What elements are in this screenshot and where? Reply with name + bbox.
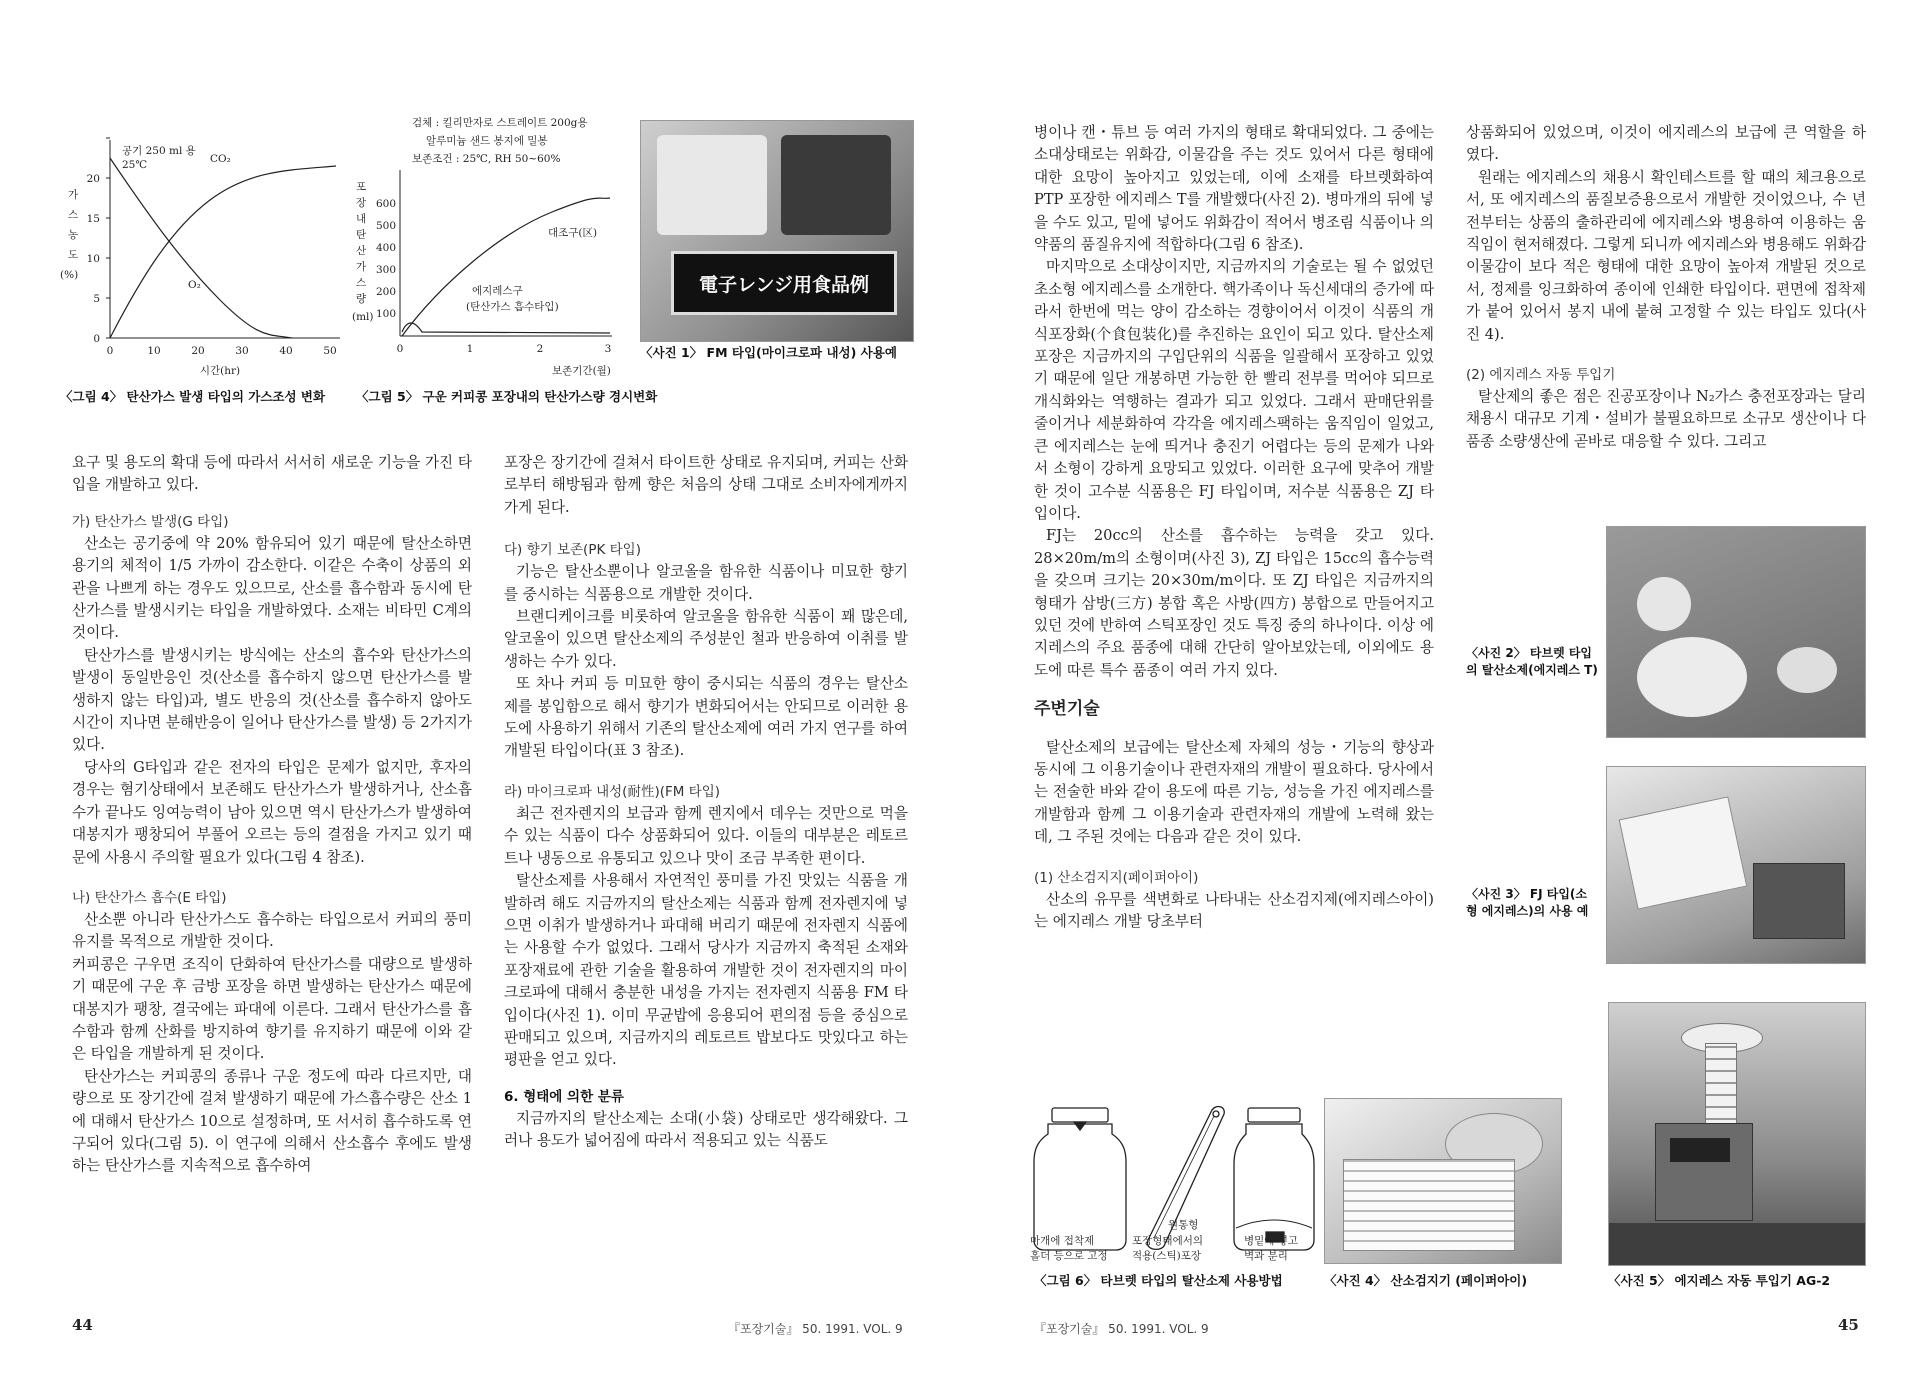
fig4-ytick: 20 [86,173,100,185]
machine-body [1655,1123,1753,1221]
subheading-na: 나) 탄산가스 흡수(E 타입) [72,889,227,906]
svg-text:400: 400 [375,242,396,254]
svg-text:포: 포 [356,181,367,193]
subheading-da: 다) 향기 보존(PK 타입) [504,542,641,559]
fig4-note: 공기 250 ml 용 [122,145,196,157]
paragraph: 탄산가스를 발생시키는 방식에는 산소의 흡수와 탄산가스의 발생이 동일반응인 것(산소를 흡수하지 않으면 탄산가스를 발생하지 않는 타입)과, 별도 반응의 것(산소를 흡수하지 않아도 시간이 지나면 분해반응이 일어나 탄산가스를 발생) 등 2가지가 있다. [72,646,472,754]
fig4-x-label: 시간(hr) [199,365,241,377]
fig4-xtick: 10 [147,345,161,357]
fig4-note: 25℃ [122,159,148,171]
fig5-y-ticks [376,198,396,320]
bottle-c-drawing [1234,1108,1314,1250]
svg-text:3: 3 [604,343,612,355]
fig5-ageless-label: 에지레스구 [472,285,523,297]
paragraph: 산소는 공기중에 약 20% 함유되어 있기 때문에 탈산소하면 용기의 체적이 1/5 가까이 감소한다. 이같은 수축이 상품의 외관을 나쁘게 하는 경우도 있으므로, 산소를 흡수함과 동시에 탄산가스를 발생시키는 타입을 개발하였다. 소재는 비타민 C계의 것이다. [72,534,472,642]
figure-6-caption: 〈그림 6〉 타브렛 타입의 탈산소제 사용방법 [1034,1273,1283,1288]
paragraph: 탈산소제를 사용해서 자연적인 풍미를 가진 맛있는 식품을 개발하려 해도 지금까지의 탈산소제는 식품과 함께 전자렌지에 넣으면 이취가 발생하거나 파대해 버리기 때문에 전자렌지 식품에는 사용할 수가 없었다. 그래서 당사가 지금까지 축적된 소재와 포장재료에 관한 기술을 활용하여 개발한 것이 전자렌지의 마이크로파에 대해서 충분한 내성을 가지는 전자렌지 식품용 FM 타입이다(사진 1). 이미 무균밥에 응용되어 편의점 등을 중심으로 판매되고 있으며, 지금까지의 레토르트 밥보다도 맛있다고 하는 평판을 얻고 있다. [504,872,908,1069]
page-number-left: 44 [72,1316,93,1334]
svg-text:산: 산 [356,245,367,257]
fig5-x-ticks [397,343,612,355]
right-column-3 [1034,122,1434,933]
footer-right: 『포장기술』 50. 1991. VOL. 9 [1034,1322,1209,1336]
photo-2-caption: 〈사진 2〉 타브렛 타입의 탈산소제(에지레스 T) [1466,646,1598,677]
fig6-label: 마개에 접착제 [1030,1235,1095,1247]
fig4-xtick: 0 [106,345,114,357]
fig4-y-ticks [87,138,110,345]
fig5-header: 보존조건 : 25℃, RH 50∼60% [412,153,561,165]
photo-1-image [640,120,914,342]
left-column-2 [504,452,908,1153]
subheading-6: 6. 형태에 의한 분류 [504,1088,624,1105]
fig4-xtick: 40 [279,345,293,357]
food-container-right [781,135,891,235]
svg-text:스: 스 [356,277,367,289]
tablet-shape [1777,647,1837,693]
paragraph: 브랜디케이크를 비롯하여 알코올을 함유한 식품이 꽤 많은데, 알코올이 있으면 탈산소제의 주성분인 철과 반응하여 이취를 발생하는 수가 있다. [504,608,908,670]
paragraph: 최근 전자렌지의 보급과 함께 렌지에서 데우는 것만으로 먹을 수 있는 식품이 다수 상품화되어 있다. 이들의 대부분은 레토르트나 냉동으로 유통되고 있으나 맛이 조금 부족한 편이다. [504,804,908,867]
svg-text:200: 200 [375,286,396,298]
svg-text:100: 100 [375,308,396,320]
control-panel [1670,1138,1730,1162]
paragraph: 지금까지의 탈산소제는 소대(小袋) 상태로만 생각해왔다. 그러나 용도가 넓어짐에 따라서 적용되고 있는 식품도 [504,1109,908,1150]
fig4-xtick: 20 [191,345,205,357]
paragraph: 병이나 캔・튜브 등 여러 가지의 형태로 확대되었다. 그 중에는 소대상태로는 위화감, 이물감을 주는 것도 있어서 다른 형태에 대한 요망이 높아지고 있었는데, 이에 소재를 타브렛화하여 PTP 포장한 에지레스 T를 개발했다(사진 2). 병마개의 뒤에 넣을 수도 있고, 밑에 넣어도 위화감이 적어서 병조림 식품이나 의약품의 품질유지에 적합하다(그림 6 참조). [1034,124,1434,254]
svg-text:도: 도 [68,249,79,261]
fig4-o2-label: O₂ [188,279,201,291]
fig4-xtick: 30 [235,345,249,357]
svg-text:0: 0 [396,343,404,355]
photo-5-image [1608,1002,1866,1266]
fig4-ytick: 10 [86,253,100,265]
page-number-right: 45 [1838,1316,1859,1334]
figure-5-caption: 〈그림 5〉 구운 커피콩 포장내의 탄산가스량 경시변화 [356,389,658,404]
fig5-ageless-line [402,323,610,333]
subheading-ra: 라) 마이크로파 내성(耐性)(FM 타입) [504,783,721,800]
svg-text:600: 600 [375,198,396,210]
photo-3-image [1606,766,1866,964]
paragraph: 산소의 유무를 색변화로 나타내는 산소검지제(에지레스아이)는 에지레스 개발 당초부터 [1034,890,1434,930]
svg-text:1: 1 [466,343,474,355]
label-sheet [1343,1159,1515,1251]
fig6-label: 벽과 분리 [1244,1250,1288,1262]
paragraph: 상품화되어 있었으며, 이것이 에지레스의 보급에 큰 역할을 하였다. [1466,124,1866,164]
package-box [1619,796,1748,909]
svg-text:스: 스 [68,209,79,221]
tablet-shape [1637,577,1691,631]
fig4-ytick: 0 [93,333,100,345]
figure-4-chart [60,120,360,380]
photo-1-sign: 電子レンジ用食品例 [671,251,897,315]
fig5-control-line [402,198,610,336]
paragraph: 포장은 장기간에 걸쳐서 타이트한 상태로 유지되며, 커피는 산화로부터 해방됨과 함께 향은 처음의 상태 그대로 소비자에게까지 가게 된다. [504,454,908,516]
fig5-header: 검체 : 킬리만자로 스트레이트 200g용 [412,117,588,129]
svg-text:300: 300 [375,264,396,276]
fig5-control-label: 대조구(区) [548,227,598,239]
fig4-xtick: 50 [323,345,337,357]
svg-text:가: 가 [68,189,79,201]
bottle-a-drawing [1034,1108,1126,1250]
paragraph: 요구 및 용도의 확대 등에 따라서 서서히 새로운 기능을 가진 타입을 개발하고 있다. [72,454,472,494]
paragraph: 탄산가스는 커피콩의 종류나 구운 정도에 따라 다르지만, 대량으로 또 장기간에 걸쳐 발생하기 때문에 가스흡수량은 산소 1에 대해서 탄산가스 10으로 설정하며, 또 서서히 흡수하도록 연구되어 있다(그림 5). 이 연구에 의해서 산소흡수 후에도 발생하는 탄산가스를 지속적으로 흡수하여 [72,1067,472,1175]
fig4-ytick: 5 [93,293,100,305]
svg-text:2: 2 [536,343,544,355]
paragraph: 마지막으로 소대상이지만, 지금까지의 기술로는 될 수 없었던 초소형 에지레스를 소개한다. 핵가족이나 독신세대의 증가에 따라서 한번에 먹는 양이 감소하는 경향이어서 이것이 식품의 개식포장화(个食包装化)를 추진하는 요인이 되고 있다. 탈산소제 포장은 지금까지의 구입단위의 식품을 일괄해서 포장하고 있었기 때문에 일단 개봉하면 가능한 한 빨리 전부를 먹어야 되므로 개식화와는 역행하는 결과가 되고 있었다. 그래서 판매단위를 줄이거나 세분화하여 각각을 에지레스팩하는 움직임이 일었고, 큰 에지레스는 눈에 띄거나 충진기 어렵다는 등의 문제가 나와서 소형이 강하게 요망되고 있었다. 이러한 요구에 맞추어 개발한 것이 고수분 식품용은 FJ 타입이며, 저수분 식품용은 ZJ 타입이다. [1034,258,1434,522]
photo-1-caption: 〈사진 1〉 FM 타입(마이크로파 내성) 사용예 [640,345,897,360]
fig6-label: 홀더 등으로 고정 [1030,1250,1108,1262]
subheading-ga: 가) 탄산가스 발생(G 타입) [72,513,229,530]
photo-4-image [1324,1098,1562,1264]
paragraph: 기능은 탈산소뿐이나 알코올을 함유한 식품이나 미묘한 향기를 중시하는 식품용으로 개발한 것이다. [504,563,908,603]
svg-text:탄: 탄 [356,229,367,241]
fig6-label: 적용(스틱)포장 [1132,1250,1202,1262]
svg-text:(ml): (ml) [352,311,374,323]
fig5-header: 알루미늄 샌드 봉지에 밀봉 [426,135,548,147]
svg-text:(%): (%) [60,269,79,281]
paragraph: 탈산소제의 보급에는 탈산소제 자체의 성능・기능의 향상과 동시에 그 이용기술이나 관련자재의 개발이 필요하다. 당사에서는 전술한 바와 같이 용도에 따른 기능, 성능을 가진 에지레스를 개발함과 함께 그 이용기술과 관련자재의 개발에 노력해 왔는데, 그 주된 것에는 다음과 같은 것이 있다. [1034,738,1434,846]
fig5-ageless-label: (탄산가스 흡수타입) [466,301,559,313]
fig6-label: 포장형태에서의 [1132,1235,1204,1247]
left-column-1 [72,452,472,1178]
svg-text:가: 가 [356,261,367,273]
food-container-left [657,135,767,235]
photo-4-caption: 〈사진 4〉 산소검지기 (페이퍼아이) [1324,1273,1528,1288]
paragraph: 당사의 G타입과 같은 전자의 타입은 문제가 없지만, 후자의 경우는 혐기상태에서 보존해도 탄산가스가 발생하거나, 산소흡수가 끝나도 잉여능력이 남아 있으면 역시 탄산가스가 발생하여 대봉지가 팽창되어 부풀어 오르는 등의 결점을 가지고 있기 때문에 사용시 주의할 필요가 있다(그림 4 참조). [72,758,472,866]
svg-text:500: 500 [375,220,396,232]
paragraph: 커피콩은 구우면 조직이 단화하여 탄산가스를 대량으로 발생하기 때문에 구운 후 금방 포장을 하면 발생하는 탄산가스 때문에 대봉지가 팽창, 결국에는 파대에 이른다. 그래서 탄산가스를 흡수함과 함께 산화를 방지하여 향기를 유지하기 때문에 이와 같은 타입을 개발하게 된 것이다. [72,955,472,1063]
fig4-o2-line [110,158,292,338]
svg-text:장: 장 [356,197,367,209]
machine-base [1609,1223,1865,1265]
subheading-1: (1) 산소검지지(페이퍼아이) [1034,869,1199,886]
figure-5-chart [352,112,632,382]
photo-5-caption: 〈사진 5〉 에지레스 자동 투입기 AG-2 [1608,1273,1831,1288]
paragraph: FJ는 20cc의 산소를 흡수하는 능력을 갖고 있다. 28×20m/m의 소형이며(사진 3), ZJ 타입은 15cc의 흡수능력을 갖으며 크기는 20×30m/m이다. 또 ZJ 타입은 지금까지의 형태가 삼방(三方) 봉합 혹은 사방(四方) 봉합으로 만들어지고 있던 것에 반하여 스틱포장인 것도 특징 중의 하나이다. 이상 에지레스의 주요 품종에 대해 간단히 알아보았는데, 이외에도 용도에 따른 특수 품종이 여러 가지 있다. [1034,527,1434,679]
fig4-x-ticks [107,345,337,357]
package-tray [1753,863,1845,939]
svg-text:농: 농 [68,229,79,241]
tablet-shape [1637,637,1747,717]
fig4-co2-line [110,166,336,338]
photo-2-image [1606,526,1866,738]
right-column-4 [1466,122,1866,453]
fig6-label: 원통형 [1168,1219,1199,1231]
paragraph: 원래는 에지레스의 채용시 확인테스트를 할 때의 체크용으로서, 또 에지레스의 품질보증용으로서 개발한 것이었으나, 수 년 전부터는 상품의 출하관리에 에지레스와 병용하여 이용하는 움직임이 현저해졌다. 그렇게 되니까 에지레스와 병용해도 위화감 이물감이 보다 적은 형태에 대한 요망이 높아져 개발된 것으로서, 정제를 잉크화하여 종이에 인쇄한 타입이다. 편면에 접착제가 붙어 있어서 봉지 내에 붙혀 고정할 수 있는 타입도 있다(사진 4). [1466,168,1866,343]
subheading-2: (2) 에지레스 자동 투입기 [1466,367,1616,384]
paragraph: 또 차나 커피 등 미묘한 향이 중시되는 식품의 경우는 탈산소제를 봉입함으로 해서 향기가 변화되어서는 안되므로 이러한 용도에 사용하기 위해서 기존의 탈산소제에 여러 가지 연구를 하여 개발된 타입이다(표 3 참조). [504,675,908,760]
fig6-label: 병밑에 넣고 [1244,1235,1299,1247]
svg-text:내: 내 [356,213,367,225]
figure-4-caption: 〈그림 4〉 탄산가스 발생 타입의 가스조성 변화 [60,389,326,404]
fig5-y-label [352,181,374,323]
fig4-y-label [60,188,79,281]
paragraph: 산소뿐 아니라 탄산가스도 흡수하는 타입으로서 커피의 풍미유지를 목적으로 개발한 것이다. [72,910,472,951]
photo-3-caption: 〈사진 3〉 FJ 타입(소형 에지레스)의 사용 예 [1466,887,1589,918]
fig4-ytick: 15 [86,213,100,225]
fig5-x-label: 보존기간(월) [552,365,611,377]
fig4-co2-label: CO₂ [210,153,231,165]
section-title: 주변기술 [1034,699,1100,720]
paragraph: 탈산제의 좋은 점은 진공포장이나 N₂가스 충전포장과는 달리 채용시 대규모 기계・설비가 불필요하므로 소규모 생산이나 다품종 소량생산에 곧바로 대응할 수 있다. 그리고 [1466,388,1866,450]
footer-left: 『포장기술』 50. 1991. VOL. 9 [728,1322,903,1336]
svg-text:량: 량 [356,293,367,305]
